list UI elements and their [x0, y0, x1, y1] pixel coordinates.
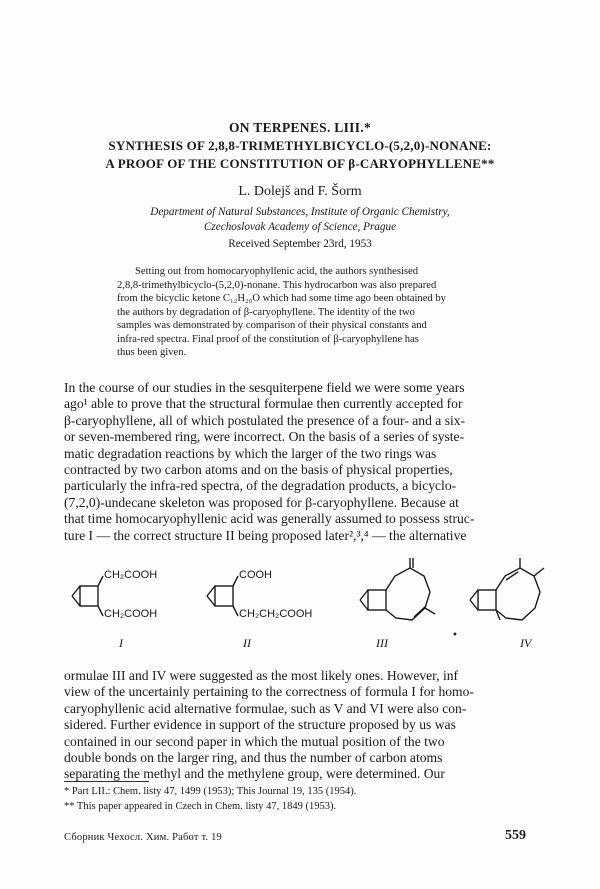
chemical-structures	[0, 558, 600, 658]
structure-ii-top-group: COOH	[239, 569, 272, 581]
structure-iii-drawing	[360, 558, 435, 620]
affiliation-line1: Department of Natural Substances, Institute of Organic Chemistry,	[150, 206, 450, 218]
abstract	[117, 265, 500, 360]
footnote-rule	[64, 781, 149, 782]
abstract-line: the authors by degradation of β-caryophyllene. The identity of the two	[117, 306, 415, 318]
body-line: contained in our second paper in which the mutual position of the two	[64, 733, 445, 749]
structure-i-top-group: CH₂COOH	[104, 569, 158, 581]
structure-iv-drawing	[470, 558, 544, 620]
body-line: view of the uncertainly pertaining to the correctness of formula I for homo-	[64, 684, 474, 700]
body-line: sidered. Further evidence in support of the structure proposed by us was	[64, 717, 456, 733]
body-line: matic degradation reactions by which the larger of the two rings was	[64, 445, 437, 461]
structure-i-label: I	[119, 636, 123, 650]
body-line: double bonds on the larger ring, and thus the number of carbon atoms	[64, 749, 443, 765]
structure-ii-bottom-group: CH₂CH₂COOH	[239, 608, 313, 620]
abstract-line: Setting out from homocaryophyllenic acid, the authors synthesised	[135, 266, 419, 277]
abstract-line: 2,8,8-trimethylbicyclo-(5,2,0)-nonane. This hydrocarbon was also prepared	[117, 279, 437, 291]
body-line: ture I — the correct structure II being proposed later²,³,⁴ — the alternative	[64, 527, 467, 543]
body-line: separating the methyl and the methylene group, were determined. Our	[64, 766, 445, 782]
body-line: caryophyllenic acid alternative formulae, such as V and VI were also con-	[64, 700, 467, 716]
abstract-line: infra-red spectra. Final proof of the constitution of β-caryophyllene has	[117, 333, 419, 345]
paper-title-line2: SYNTHESIS OF 2,8,8-TRIMETHYLBICYCLO-(5,2,0)-NONANE:	[108, 138, 492, 153]
body-line: (7,2,0)-undecane skeleton was proposed for β-caryophyllene. Because at	[64, 494, 459, 510]
structure-ii-drawing	[207, 576, 238, 616]
body-line: In the course of our studies in the sesquiterpene field we were some years	[64, 380, 465, 395]
page-number: 559	[505, 828, 526, 843]
body-line: contracted by two carbon atoms and on the basis of physical properties,	[64, 461, 453, 477]
structure-i-bottom-group: CH₂COOH	[104, 608, 158, 620]
body-line: or seven-membered ring, were incorrect. On the basis of a series of syste-	[64, 429, 465, 445]
body-line: ormulae III and IV were suggested as the most likely ones. However, inf	[64, 668, 459, 683]
body-line: that time homocaryophyllenic acid was generally assumed to possess struc-	[64, 511, 475, 527]
body-line: β-caryophyllene, all of which postulated the presence of a four- and a six-	[64, 412, 466, 428]
journal-footer: Сборник Чехосл. Хим. Работ т. 19	[64, 832, 223, 843]
footnote-1: * Part LII.: Chem. listy 47, 1499 (1953); This Journal 19, 135 (1954).	[64, 786, 357, 797]
stray-dot: •	[452, 630, 458, 641]
paper-title-line1: ON TERPENES. LIII.*	[229, 120, 371, 135]
received-date: Received September 23rd, 1953	[228, 238, 372, 250]
structure-iv-label: IV	[520, 636, 532, 650]
body-line: ago¹ able to prove that the structural formulae then currently accepted for	[64, 396, 463, 412]
body-line: particularly the infra-red spectra, of the degradation products, a bicyclo-	[64, 478, 457, 494]
paper-title-line3: A PROOF OF THE CONSTITUTION OF β-CARYOPHYLLENE**	[105, 156, 495, 171]
abstract-line: from the bicyclic ketone C₁₂H₂₀O which had some time ago been obtained by	[117, 293, 446, 304]
body-text-top	[64, 380, 540, 544]
structure-iii-label: III	[376, 636, 388, 650]
body-text-bottom	[64, 668, 540, 783]
authors: L. Dolejš and F. Šorm	[238, 184, 362, 199]
abstract-line: thus been given.	[117, 347, 187, 358]
affiliation-line2: Czechoslovak Academy of Science, Prague	[203, 221, 397, 233]
footnote-2: ** This paper appeared in Czech in Chem. listy 47, 1849 (1953).	[64, 801, 337, 812]
structure-ii-label: II	[243, 636, 251, 650]
abstract-line: samples was demonstrated by comparison of their physical constants and	[117, 320, 427, 331]
structure-i-drawing	[72, 576, 103, 616]
